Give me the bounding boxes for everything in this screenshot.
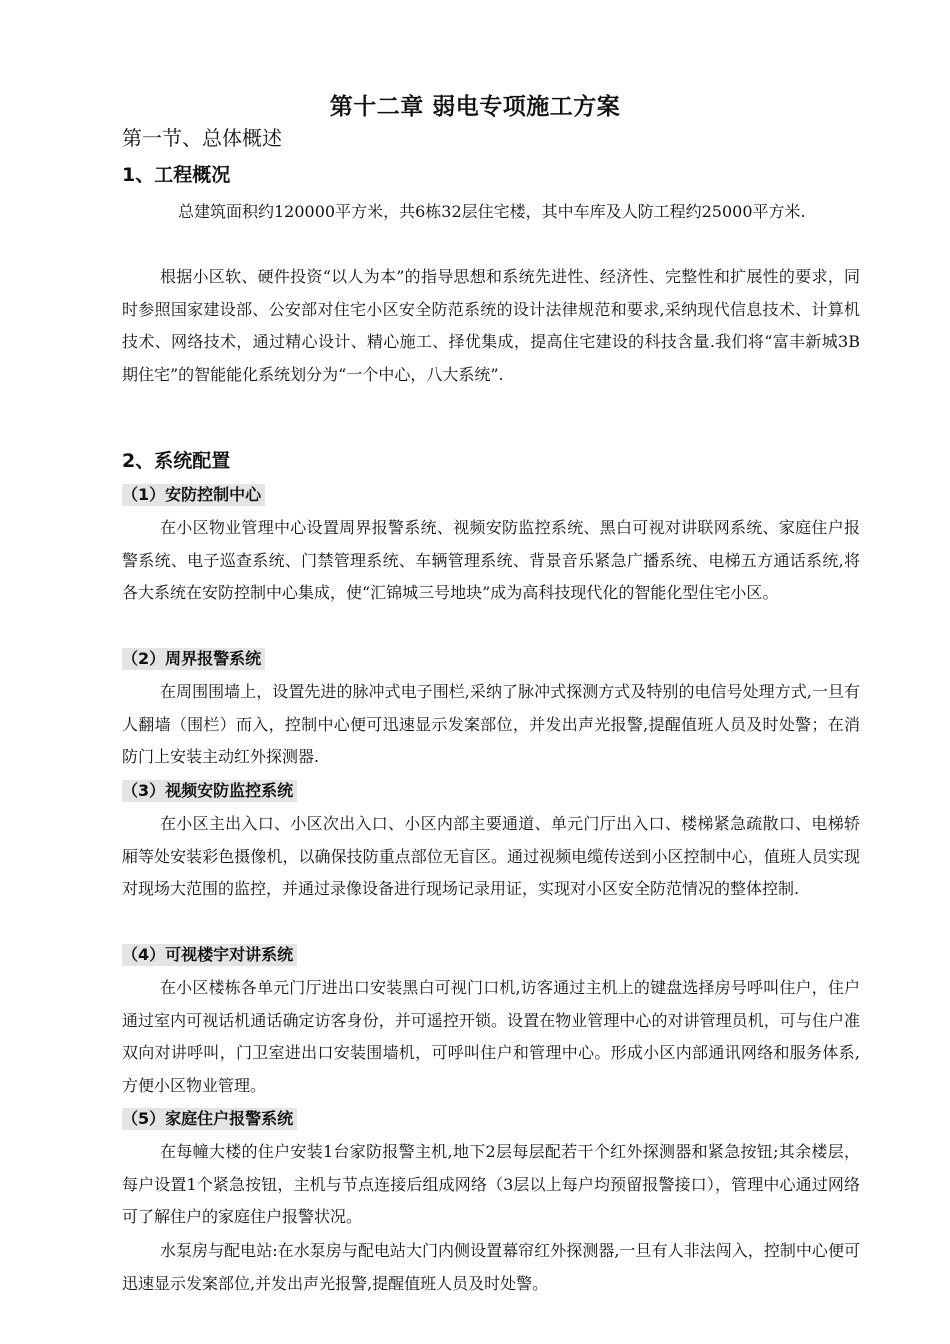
- paragraph-overview-1: 总建筑面积约120000平方米，共6栋32层住宅楼，其中车库及人防工程约25000平方米.: [178, 202, 806, 221]
- heading-config: 2、系统配置: [122, 450, 231, 472]
- paragraph-security-center: 在小区物业管理中心设置周界报警系统、视频安防监控系统、黑白可视对讲联网系统、家庭住户报警系统、电子巡查系统、门禁管理系统、车辆管理系统、背景音乐紧急广播系统、电梯五方通话系统,将各大系统在安防控制中心集成，使“汇锦城三号地块”成为高科技现代化的智能化型住宅小区。: [122, 518, 860, 602]
- paragraph-home-alarm-1: 在每幢大楼的住户安装1台家防报警主机,地下2层每层配若干个红外探测器和紧急按钮;其余楼层，每户设置1个紧急按钮，主机与节点连接后组成网络（3层以上每户均预留报警接口），管理中心通过网络可了解住户的家庭住户报警状况。: [122, 1142, 860, 1226]
- subheading-security-center: （1）安防控制中心: [122, 484, 265, 506]
- subheading-video-surveillance: （3）视频安防监控系统: [122, 780, 297, 802]
- subheading-video-intercom: （4）可视楼宇对讲系统: [122, 944, 297, 966]
- paragraph-perimeter-alarm: 在周围围墙上，设置先进的脉冲式电子围栏,采纳了脉冲式探测方式及特别的电信号处理方式,一旦有人翻墙（围栏）而入，控制中心便可迅速显示发案部位，并发出声光报警,提醒值班人员及时处警；在消防门上安装主动红外探测器.: [122, 682, 860, 766]
- paragraph-overview-2: 根据小区软、硬件投资“以人为本”的指导思想和系统先进性、经济性、完整性和扩展性的要求，同时参照国家建设部、公安部对住宅小区安全防范系统的设计法律规范和要求,采纳现代信息技术、计算机技术、网络技术，通过精心设计、精心施工、择优集成，提高住宅建设的科技含量.我们将“富丰新城3B期住宅”的智能能化系统划分为“一个中心，八大系统”.: [122, 267, 860, 384]
- chapter-title: 第十二章 弱电专项施工方案: [329, 94, 621, 120]
- paragraph-home-alarm-2: 水泵房与配电站:在水泵房与配电站大门内侧设置幕帘红外探测器,一旦有人非法闯入，控制中心便可迅速显示发案部位,并发出声光报警,提醒值班人员及时处警。: [122, 1241, 860, 1293]
- paragraph-video-surveillance: 在小区主出入口、小区次出入口、小区内部主要通道、单元门厅出入口、楼梯紧急疏散口、电梯轿厢等处安装彩色摄像机，以确保技防重点部位无盲区。通过视频电缆传送到小区控制中心，值班人员实现对现场大范围的监控，并通过录像设备进行现场记录用证，实现对小区安全防范情况的整体控制.: [122, 814, 860, 898]
- subheading-perimeter-alarm: （2）周界报警系统: [122, 648, 265, 670]
- heading-overview: 1、工程概况: [122, 164, 231, 186]
- paragraph-video-intercom: 在小区楼栋各单元门厅进出口安装黑白可视门口机,访客通过主机上的键盘选择房号呼叫住户，住户通过室内可视话机通话确定访客身份，并可遥控开锁。设置在物业管理中心的对讲管理员机，可与住户准双向对讲呼叫，门卫室进出口安装围墙机，可呼叫住户和管理中心。形成小区内部通讯网络和服务体系,方便小区物业管理。: [122, 978, 860, 1095]
- subheading-home-alarm: （5）家庭住户报警系统: [122, 1108, 297, 1130]
- section-heading: 第一节、总体概述: [122, 126, 282, 150]
